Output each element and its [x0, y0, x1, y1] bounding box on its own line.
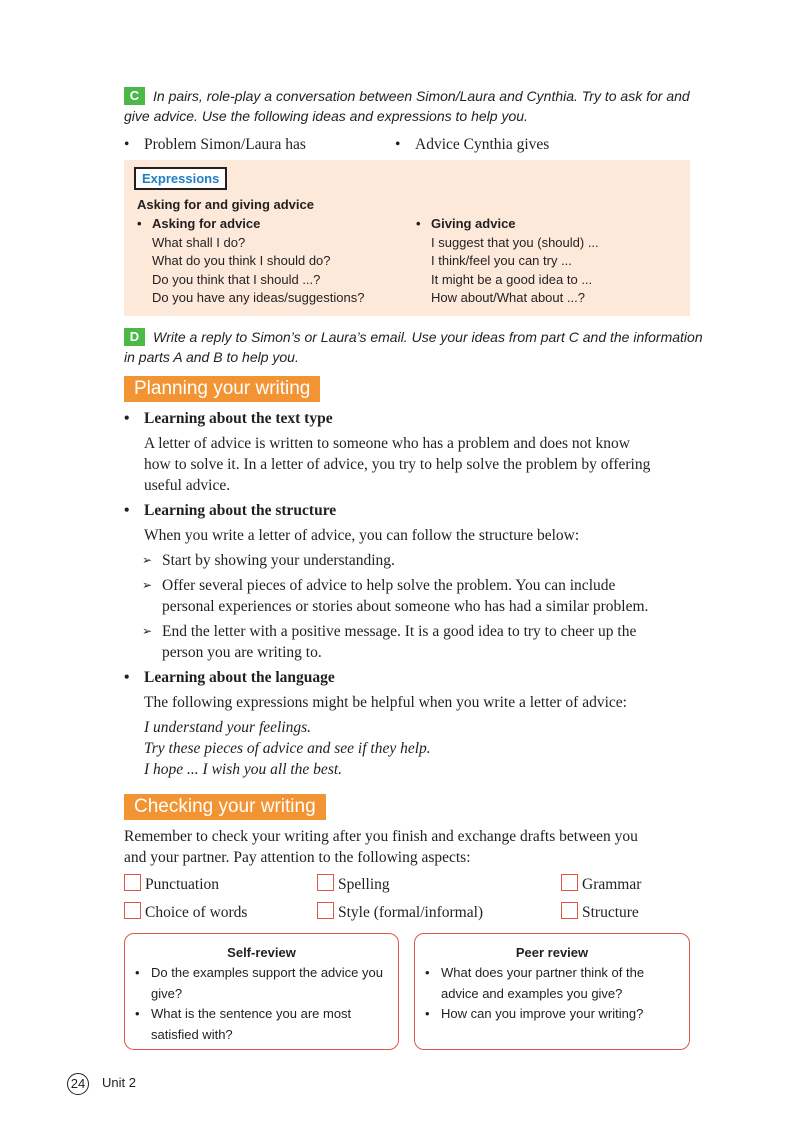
task-label-c: C — [124, 87, 145, 105]
task-label-d: D — [124, 328, 145, 346]
giving-item: I think/feel you can try ... — [431, 253, 572, 268]
asking-column — [137, 215, 407, 308]
expressions-box — [124, 160, 690, 316]
bullet-icon: • — [395, 136, 401, 153]
aspect-style[interactable]: Style (formal/informal) — [317, 902, 483, 922]
aspect-spelling[interactable]: Spelling — [317, 874, 390, 894]
list-item: • What does your partner think of the advice and examples you give? — [425, 965, 645, 1001]
giving-item: I suggest that you (should) ... — [431, 234, 599, 250]
bullet-icon: • — [416, 216, 421, 231]
checkbox[interactable] — [317, 902, 334, 919]
structure-intro: When you write a letter of advice, you can follow the structure below: — [144, 527, 580, 544]
bullet-icon: • — [135, 1006, 140, 1021]
giving-item: It might be a good idea to ... — [431, 271, 593, 287]
checking-intro: Remember to check your writing after you finish and exchange drafts between you and your partner. Pay attention to the following aspects: — [124, 828, 638, 866]
task-d-line-1: Write a reply to Simon’s or Laura’s email. Use your ideas from part C and the information — [153, 329, 703, 345]
arrow-bullet-icon: ➢ — [142, 624, 153, 638]
asking-item: What shall I do? — [152, 234, 246, 250]
asking-item: Do you think that I should ...? — [152, 271, 321, 287]
structure-point: ➢ Start by showing your understanding. — [142, 552, 395, 569]
structure-point: ➢ End the letter with a positive message. It is a good idea to try to cheer up the person you are writing to. — [142, 623, 637, 661]
list-item: • How can you improve your writing? — [425, 1004, 681, 1025]
aspect-punctuation[interactable]: Punctuation — [124, 874, 219, 894]
bullet-icon: • — [124, 136, 130, 153]
bullet-icon: • — [425, 965, 430, 980]
self-review-title: Self-review — [227, 945, 296, 960]
checkbox[interactable] — [561, 874, 578, 891]
bullet-icon: • — [137, 216, 142, 231]
page-number: 24 — [67, 1073, 89, 1095]
bullet-icon: • — [425, 1006, 430, 1021]
self-review-list — [135, 963, 390, 1045]
list-item: • What is the sentence you are most satisfied with? — [135, 1006, 352, 1042]
giving-column — [416, 215, 676, 308]
checking-heading: Checking your writing — [124, 794, 326, 820]
giving-title: Giving advice — [431, 216, 516, 231]
task-d-line-2: in parts A and B to help you. — [124, 349, 299, 365]
bullet-icon: • — [124, 410, 130, 427]
task-c — [124, 86, 704, 126]
planning-section — [124, 408, 724, 780]
peer-review-title: Peer review — [515, 945, 589, 960]
giving-item: How about/What about ...? — [431, 290, 585, 305]
structure-title: • Learning about the structure — [124, 502, 337, 519]
task-c-line-2: give advice. Use the following ideas and expressions to help you. — [124, 108, 528, 124]
task-d — [124, 327, 714, 367]
aspect-grammar[interactable]: Grammar — [561, 874, 641, 894]
asking-item: What do you think I should do? — [152, 253, 331, 268]
asking-item: Do you have any ideas/suggestions? — [152, 290, 365, 305]
language-intro: The following expressions might be helpful when you write a letter of advice: — [144, 694, 627, 711]
arrow-bullet-icon: ➢ — [142, 578, 153, 592]
structure-point: ➢ Offer several pieces of advice to help solve the problem. You can include personal experiences or stories about someone who has had a similar problem. — [142, 577, 649, 615]
planning-heading: Planning your writing — [124, 376, 320, 402]
language-examples: I understand your feelings. Try these pieces of advice and see if they help. I hope ... I wish you all the best. — [144, 719, 431, 778]
arrow-bullet-icon: ➢ — [142, 553, 153, 567]
idea-left: • Problem Simon/Laura has — [124, 136, 306, 153]
bullet-icon: • — [124, 669, 130, 686]
bullet-icon: • — [135, 965, 140, 980]
aspect-structure[interactable]: Structure — [561, 902, 639, 922]
peer-review-list — [425, 963, 681, 1025]
self-review-box — [124, 933, 399, 1050]
checkbox[interactable] — [317, 874, 334, 891]
idea-right: • Advice Cynthia gives — [395, 136, 550, 153]
bullet-icon: • — [124, 502, 130, 519]
checkbox[interactable] — [124, 902, 141, 919]
checkbox[interactable] — [124, 874, 141, 891]
expressions-heading: Asking for and giving advice — [137, 197, 314, 212]
text-type-paragraph: A letter of advice is written to someone who has a problem and does not know how to solve it. In a letter of advice, you try to help solve the problem by offering useful advice. — [144, 435, 651, 494]
peer-review-box — [414, 933, 690, 1050]
aspect-choice-of-words[interactable]: Choice of words — [124, 902, 247, 922]
language-title: • Learning about the language — [124, 669, 335, 686]
task-c-line-1: In pairs, role-play a conversation between Simon/Laura and Cynthia. Try to ask for and — [153, 88, 690, 104]
unit-label: Unit 2 — [102, 1075, 136, 1090]
text-type-title: • Learning about the text type — [124, 410, 333, 427]
list-item: • Do the examples support the advice you give? — [135, 965, 383, 1001]
expressions-tag: Expressions — [134, 167, 227, 190]
asking-title: Asking for advice — [152, 216, 261, 231]
checkbox[interactable] — [561, 902, 578, 919]
